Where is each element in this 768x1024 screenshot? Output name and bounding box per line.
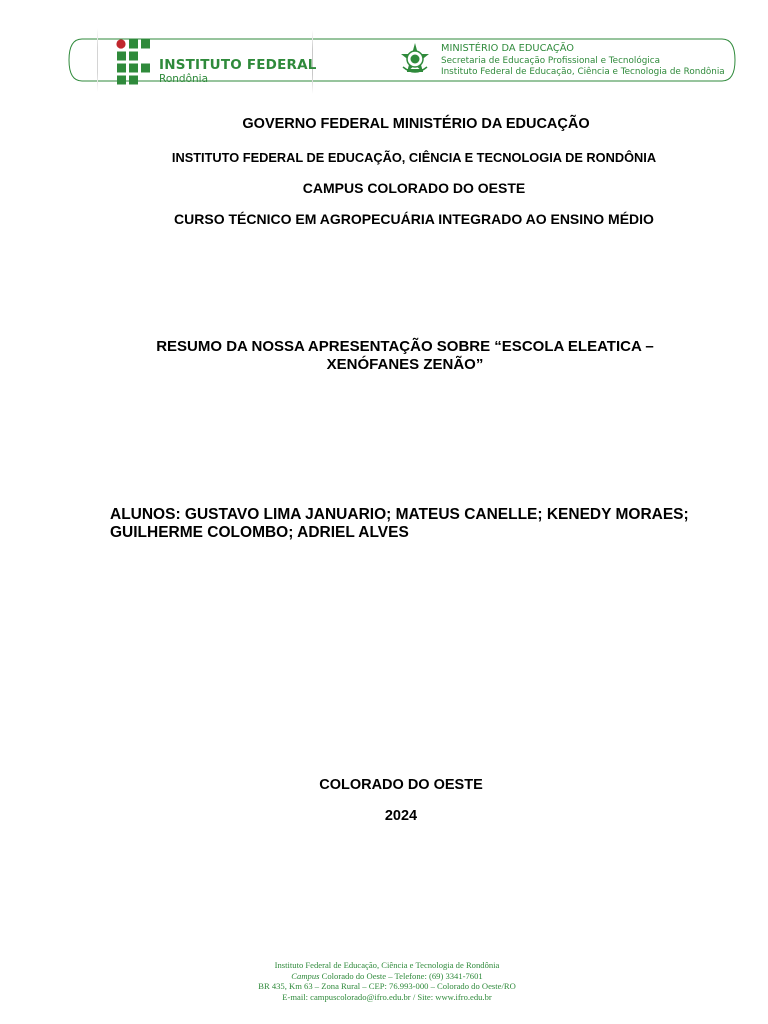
footer-address: BR 435, Km 63 – Zona Rural – CEP: 76.993-000 – Colorado do Oeste/RO	[258, 981, 516, 992]
footer-campus-word: Campus	[291, 970, 320, 981]
year-label: 2024	[384, 808, 418, 824]
logo-title: INSTITUTO FEDERAL	[159, 57, 317, 73]
course-heading: CURSO TÉCNICO EM AGROPECUÁRIA INTEGRADO AO ENSINO MÉDIO	[174, 211, 654, 227]
footer-campus-phone	[3, 971, 768, 982]
coat-of-arms-icon	[398, 42, 432, 76]
page-footer	[0, 960, 768, 1002]
ministry-institute: Instituto Federal de Educação, Ciência e Tecnologia de Rondônia	[441, 67, 725, 77]
footer-institute: Instituto Federal de Educação, Ciência e Tecnologia de Rondônia	[274, 960, 500, 970]
government-heading: GOVERNO FEDERAL MINISTÉRIO DA EDUCAÇÃO	[242, 116, 590, 132]
header-divider-left	[97, 28, 98, 92]
institute-heading: INSTITUTO FEDERAL DE EDUCAÇÃO, CIÊNCIA E TECNOLOGIA DE RONDÔNIA	[171, 150, 657, 165]
instituto-federal-logo-icon	[116, 39, 154, 85]
logo-subtitle: Rondônia	[159, 73, 208, 85]
city-label: COLORADO DO OESTE	[319, 777, 483, 793]
campus-heading: CAMPUS COLORADO DO OESTE	[302, 180, 526, 196]
ministry-title: MINISTÉRIO DA EDUCAÇÃO	[441, 43, 575, 54]
ministry-secretariat: Secretaria de Educação Profissional e Tecnológica	[441, 56, 660, 66]
document-title: RESUMO DA NOSSA APRESENTAÇÃO SOBRE “ESCOLA ELEATICA – XENÓFANES ZENÃO”	[156, 338, 654, 373]
students-list: ALUNOS: GUSTAVO LIMA JANUARIO; MATEUS CANELLE; KENEDY MORAES; GUILHERME COLOMBO; ADRIEL ALVES	[110, 506, 689, 541]
footer-phone: Colorado do Oeste – Telefone: (69) 3341-7601	[319, 970, 483, 981]
footer-contact: E-mail: campuscolorado@ifro.edu.br / Site: www.ifro.edu.br	[282, 991, 492, 1002]
